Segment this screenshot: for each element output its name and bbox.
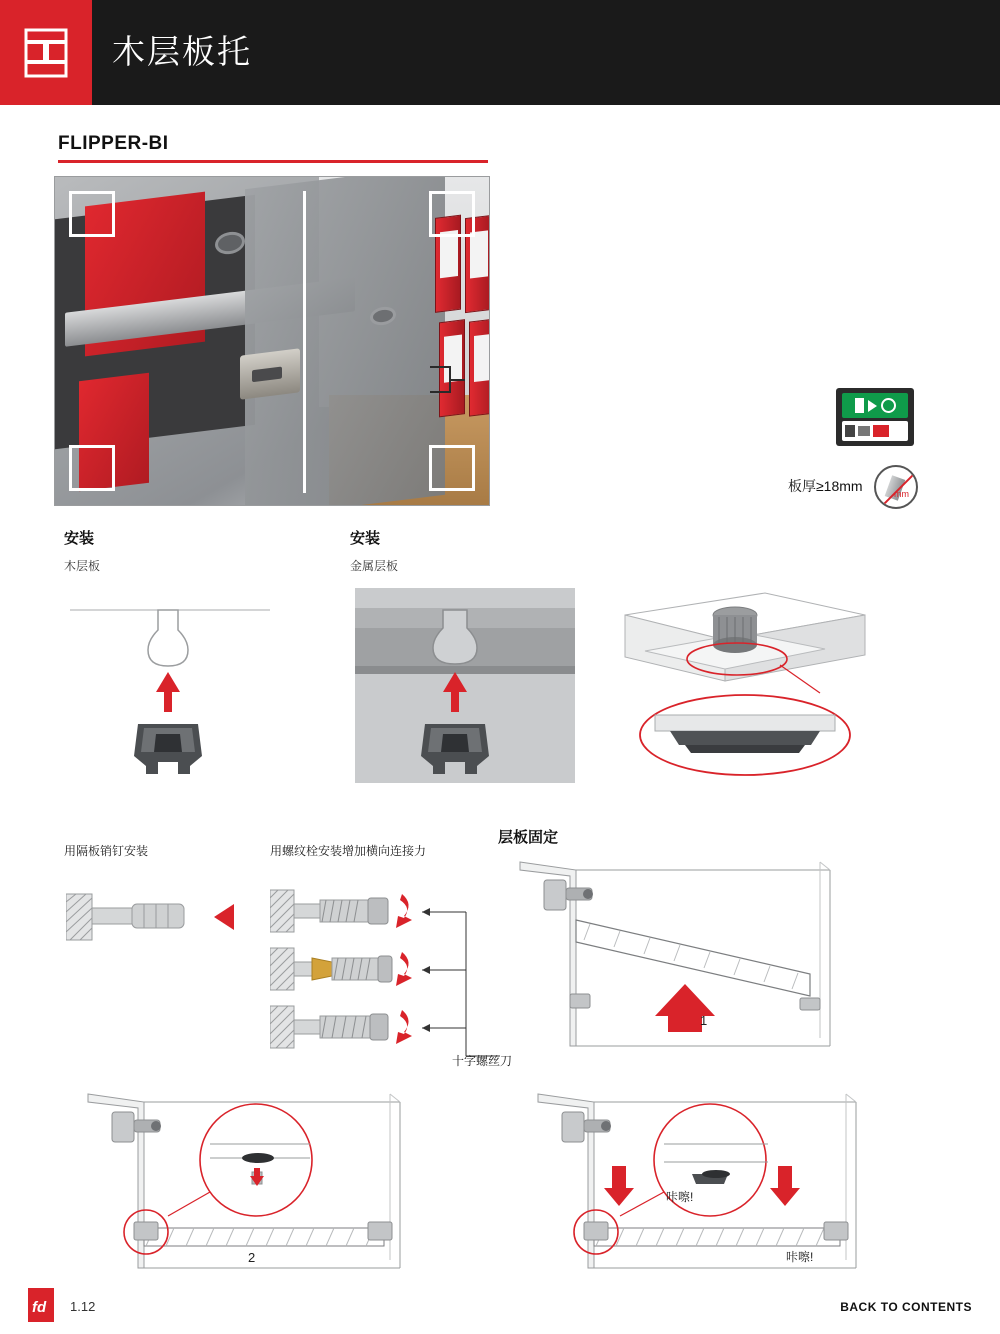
- diagram-fixing-step1-svg: [500, 856, 850, 1056]
- diagram-fixing-step3: [520, 1088, 890, 1278]
- photo-divider-line: [303, 191, 306, 493]
- photo-corner-mark: [69, 445, 115, 491]
- install-title-metal: 安装: [350, 530, 381, 547]
- page-footer: [0, 1288, 1000, 1334]
- click-label-top: 咔嚓!: [666, 1190, 694, 1204]
- shelf-support-icon: [23, 27, 69, 79]
- thickness-note: 板厚≥18mm: [788, 478, 863, 494]
- diagram-dowel-svg: [66, 890, 266, 950]
- install-title-wood: 安装: [64, 530, 95, 547]
- product-photo: [54, 176, 490, 506]
- diagram-bolt-set: [270, 888, 530, 1068]
- diagram-metal-detail: [615, 585, 875, 785]
- no-measure-icon: mm: [874, 465, 918, 509]
- photo-corner-mark: [69, 191, 115, 237]
- drill-tool-icon: [842, 393, 908, 418]
- diagram-fixing-step3-svg: [520, 1088, 890, 1278]
- photo-corner-mark: [429, 445, 475, 491]
- section-divider: [58, 160, 488, 163]
- step-number-1: 1: [700, 1013, 708, 1028]
- click-label-bottom: 咔嚓!: [786, 1250, 814, 1264]
- step-number-2: 2: [248, 1250, 256, 1265]
- back-to-contents-link[interactable]: BACK TO CONTENTS: [840, 1300, 972, 1314]
- install-subtitle-metal: 金属层板: [350, 559, 399, 573]
- page-number: 1.12: [70, 1299, 96, 1314]
- diagram-metal-shelf: [355, 588, 575, 783]
- info-icon-box: [836, 388, 914, 446]
- fd-logo: fd: [32, 1299, 47, 1316]
- method-label-bolt: 用螺纹栓安装增加横向连接力: [270, 844, 427, 858]
- diagram-dowel: [66, 890, 266, 950]
- section-title: FLIPPER-BI: [58, 133, 169, 154]
- diagram-metal-detail-svg: [615, 585, 875, 785]
- install-subtitle-wood: 木层板: [64, 559, 101, 573]
- fixing-title: 层板固定: [498, 829, 559, 846]
- diagram-metal-shelf-svg: [355, 588, 575, 783]
- page-header: [0, 0, 1000, 105]
- diagram-wood-shelf: [70, 588, 270, 783]
- photo-callout-lines: [55, 177, 490, 506]
- tool-label-screwdriver: 十字螺丝刀: [452, 1054, 513, 1068]
- header-badge: [0, 0, 92, 105]
- photo-corner-mark: [429, 191, 475, 237]
- diagram-wood-shelf-svg: [70, 588, 270, 783]
- diagram-bolt-set-svg: [270, 888, 530, 1068]
- page-title: 木层板托: [112, 33, 252, 70]
- diagram-fixing-step1: [500, 856, 850, 1056]
- method-label-dowel: 用隔板销钉安装: [64, 844, 149, 858]
- delivery-icon: [842, 421, 908, 441]
